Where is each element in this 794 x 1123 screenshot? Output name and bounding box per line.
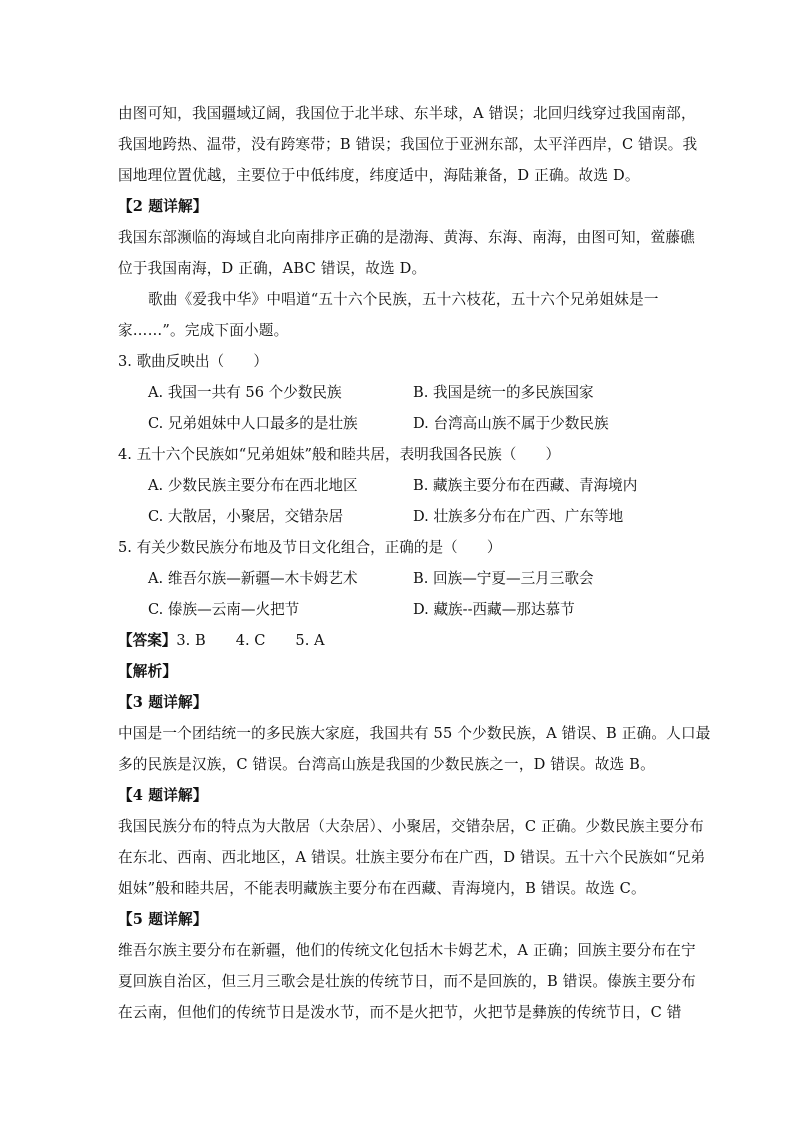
text-line: 由图可知，我国疆域辽阔，我国位于北半球、东半球，A 错误；北回归线穿过我国南部，	[118, 105, 696, 122]
text-line: 姐妹”般和睦共居，不能表明藏族主要分布在西藏、青海境内，B 错误。故选 C。	[118, 880, 646, 897]
analysis-heading: 【解析】	[118, 663, 178, 680]
text-line: 我国民族分布的特点为大散居（大杂居）、小聚居，交错杂居，C 正确。少数民族主要分布	[118, 818, 704, 835]
answer-4: 4. C	[235, 632, 266, 649]
option-b: B. 我国是统一的多民族国家	[413, 384, 594, 401]
answer-label: 【答案】	[118, 632, 177, 649]
text-line: 我国地跨热、温带，没有跨寒带；B 错误；我国位于亚洲东部，太平洋西岸，C 错误。我	[118, 136, 698, 153]
intro-line: 家……”。完成下面小题。	[118, 322, 289, 339]
text-line: 在东北、西南、西北地区，A 错误。壮族主要分布在广西，D 错误。五十六个民族如“兄弟	[118, 849, 706, 866]
text-line: 国地理位置优越，主要位于中低纬度，纬度适中，海陆兼备，D 正确。故选 D。	[118, 167, 640, 184]
text-line: 多的民族是汉族，C 错误。台湾高山族是我国的少数民族之一，D 错误。故选 B。	[118, 756, 655, 773]
answer-5: 5. A	[295, 632, 325, 649]
option-a: A. 少数民族主要分布在西北地区	[148, 477, 358, 494]
answer-3: 3. B	[176, 632, 206, 649]
option-d: D. 壮族多分布在广西、广东等地	[413, 508, 624, 525]
option-a: A. 我国一共有 56 个少数民族	[148, 384, 342, 401]
section-heading: 【2 题详解】	[118, 198, 208, 215]
section-heading: 【4 题详解】	[118, 787, 208, 804]
text-line: 在云南，但他们的传统节日是泼水节，而不是火把节，火把节是彝族的传统节日，C 错	[118, 1004, 682, 1021]
text-line: 夏回族自治区，但三月三歌会是壮族的传统节日，而不是回族的，B 错误。傣族主要分布	[118, 973, 696, 990]
section-heading: 【5 题详解】	[118, 911, 208, 928]
answer-line	[118, 631, 325, 651]
option-b: B. 回族—宁夏—三月三歌会	[413, 570, 594, 587]
option-c: C. 大散居，小聚居，交错杂居	[148, 508, 344, 525]
text-line: 中国是一个团结统一的多民族大家庭，我国共有 55 个少数民族，A 错误、B 正确。人口最	[118, 725, 711, 742]
question-stem: 4. 五十六个民族如“兄弟姐妹”般和睦共居，表明我国各民族（ ）	[118, 446, 561, 463]
text-line: 维吾尔族主要分布在新疆，他们的传统文化包括木卡姆艺术，A 正确；回族主要分布在宁	[118, 942, 696, 959]
option-d: D. 藏族--西藏—那达慕节	[413, 601, 575, 618]
option-d: D. 台湾高山族不属于少数民族	[413, 415, 609, 432]
question-stem: 3. 歌曲反映出（ ）	[118, 353, 268, 370]
option-b: B. 藏族主要分布在西藏、青海境内	[413, 477, 638, 494]
intro-line: 歌曲《爱我中华》中唱道“五十六个民族，五十六枝花，五十六个兄弟姐妹是一	[148, 291, 659, 308]
text-line: 位于我国南海，D 正确，ABC 错误，故选 D。	[118, 260, 427, 277]
question-stem: 5. 有关少数民族分布地及节日文化组合，正确的是（ ）	[118, 539, 502, 556]
option-a: A. 维吾尔族—新疆—木卡姆艺术	[148, 570, 358, 587]
text-line: 我国东部濒临的海域自北向南排序正确的是渤海、黄海、东海、南海，由图可知，鲎藤礁	[118, 229, 695, 246]
section-heading: 【3 题详解】	[118, 694, 208, 711]
option-c: C. 兄弟姐妹中人口最多的是壮族	[148, 415, 358, 432]
option-c: C. 傣族—云南—火把节	[148, 601, 300, 618]
